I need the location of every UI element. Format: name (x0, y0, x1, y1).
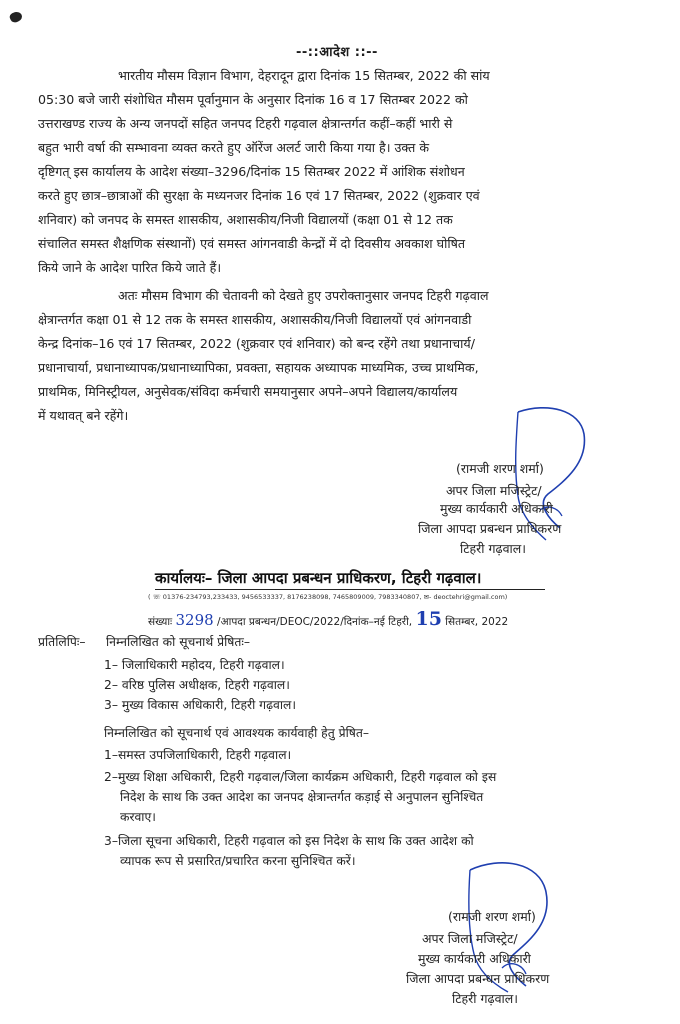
ink-blot (8, 10, 23, 24)
designation-line: मुख्य कार्यकारी अधिकारी (440, 501, 553, 516)
ref-label: संख्याः (148, 616, 173, 628)
text-line: उत्तराखण्ड राज्य के अन्य जनपदों सहित जनपद टिहरी गढ़वाल क्षेत्रान्तर्गत कहीं–कहीं भारी से (38, 116, 453, 131)
copy-item: 3–जिला सूचना अधिकारी, टिहरी गढ़वाल को इस निदेश के साथ कि उक्त आदेश को (104, 834, 474, 848)
designation-line: टिहरी गढ़वाल। (452, 991, 518, 1006)
copy-item-continued: निदेश के साथ कि उक्त आदेश का जनपद क्षेत्रान्तर्गत कड़ाई से अनुपालन सुनिश्चित (120, 790, 484, 804)
text-line: 05:30 बजे जारी संशोधित मौसम पूर्वानुमान के अनुसार दिनांक 16 व 17 सितम्बर 2022 को (38, 92, 468, 107)
text-line: दृष्टिगत् इस कार्यालय के आदेश संख्या–3296/दिनांक 15 सितम्बर 2022 में आंशिक संशोधन (38, 164, 465, 179)
copy-item: 1– जिलाधिकारी महोदय, टिहरी गढ़वाल। (104, 658, 285, 672)
text-line: संचालित समस्त शैक्षणिक संस्थानों) एवं समस्त आंगनवाडी केन्द्रों में दो दिवसीय अवकाश घोषित (38, 236, 466, 251)
copy-item: 2–मुख्य शिक्षा अधिकारी, टिहरी गढ़वाल/जिला कार्यक्रम अधिकारी, टिहरी गढ़वाल को इस (104, 770, 497, 784)
designation-line: जिला आपदा प्रबन्धन प्राधिकरण (406, 971, 550, 986)
copy-intro-2: निम्नलिखित को सूचनार्थ एवं आवश्यक कार्यवाही हेतु प्रेषित– (104, 726, 370, 740)
ref-date: सितम्बर, 2022 (445, 616, 509, 628)
text-line: करते हुए छात्र–छात्राओं की सुरक्षा के मध्यनजर दिनांक 16 एवं 17 सितम्बर, 2022 (शुक्रवार एवं (38, 188, 480, 203)
text-line: बहुत भारी वर्षा की सम्भावना व्यक्त करते हुए ऑरेंज अलर्ट जारी किया गया है। उक्त के (38, 140, 429, 155)
text-line: केन्द्र दिनांक–16 एवं 17 सितम्बर, 2022 (शुक्रवार एवं शनिवार) को बन्द रहेंगे तथा प्रधानाचार्य/ (38, 336, 475, 351)
office-heading: कार्यालयः– जिला आपदा प्रबन्धन प्राधिकरण, टिहरी गढ़वाल। (155, 569, 482, 587)
copy-label: प्रतिलिपिः– (38, 635, 86, 649)
text-line: किये जाने के आदेश पारित किये जाते हैं। (38, 260, 222, 275)
document-title: --::आदेश ::-- (296, 45, 378, 60)
designation-line: अपर जिला मजिस्ट्रेट/ (446, 483, 542, 498)
copy-item-continued: व्यापक रूप से प्रसारित/प्रचारित करना सुनिश्चित करें। (120, 854, 356, 868)
text-line: भारतीय मौसम विज्ञान विभाग, देहरादून द्वारा दिनांक 15 सितम्बर, 2022 की सांय (118, 68, 490, 83)
designation-line: अपर जिला मजिस्ट्रेट/ (422, 931, 518, 946)
designation-line: मुख्य कार्यकारी अधिकारी (418, 951, 531, 966)
text-line: प्रधानाचार्या, प्रधानाध्यापक/प्रधानाध्यापिका, प्रवक्ता, सहायक अध्यापक माध्यमिक, उच्च प्राथमिक, (38, 360, 479, 375)
text-line: में यथावत् बने रहेंगे। (38, 408, 129, 423)
heading-underline (155, 589, 545, 590)
text-line: प्राथमिक, मिनिस्ट्रीयल, अनुसेवक/संविदा कर्मचारी समयानुसार अपने–अपने विद्यालय/कार्यालय (38, 384, 458, 399)
ref-day-handwritten: 15 (415, 608, 442, 630)
ref-text: /आपदा प्रबन्धन/DEOC/2022/दिनांक–नई टिहरी, (217, 616, 413, 628)
reference-number-row (148, 608, 508, 630)
copy-item: 2– वरिष्ठ पुलिस अधीक्षक, टिहरी गढ़वाल। (104, 678, 290, 692)
copy-item: 1–समस्त उपजिलाधिकारी, टिहरी गढ़वाल। (104, 748, 292, 762)
signatory-name: (रामजी शरण शर्मा) (448, 909, 536, 924)
copy-intro-1: निम्नलिखित को सूचनार्थ प्रेषितः– (106, 635, 251, 649)
copy-item-continued: करवाए। (120, 810, 156, 824)
ref-number-handwritten: 3298 (175, 611, 214, 629)
designation-line: जिला आपदा प्रबन्धन प्राधिकरण (418, 521, 562, 536)
contact-details: ( ☏ 01376-234793,233433, 9456533337, 8176238098, 7465809009, 7983340807, ✉- deoctehri@gmail.com) (148, 593, 508, 601)
text-line: क्षेत्रान्तर्गत कक्षा 01 से 12 तक के समस्त शासकीय, अशासकीय/निजी विद्यालयों एवं आंगनवाडी (38, 312, 472, 327)
text-line: अतः मौसम विभाग की चेतावनी को देखते हुए उपरोक्तानुसार जनपद टिहरी गढ़वाल (118, 288, 489, 303)
designation-line: टिहरी गढ़वाल। (460, 541, 526, 556)
copy-item: 3– मुख्य विकास अधिकारी, टिहरी गढ़वाल। (104, 698, 297, 712)
text-line: शनिवार) को जनपद के समस्त शासकीय, अशासकीय/निजी विद्यालयों (कक्षा 01 से 12 तक (38, 212, 453, 227)
signatory-name: (रामजी शरण शर्मा) (456, 461, 544, 476)
